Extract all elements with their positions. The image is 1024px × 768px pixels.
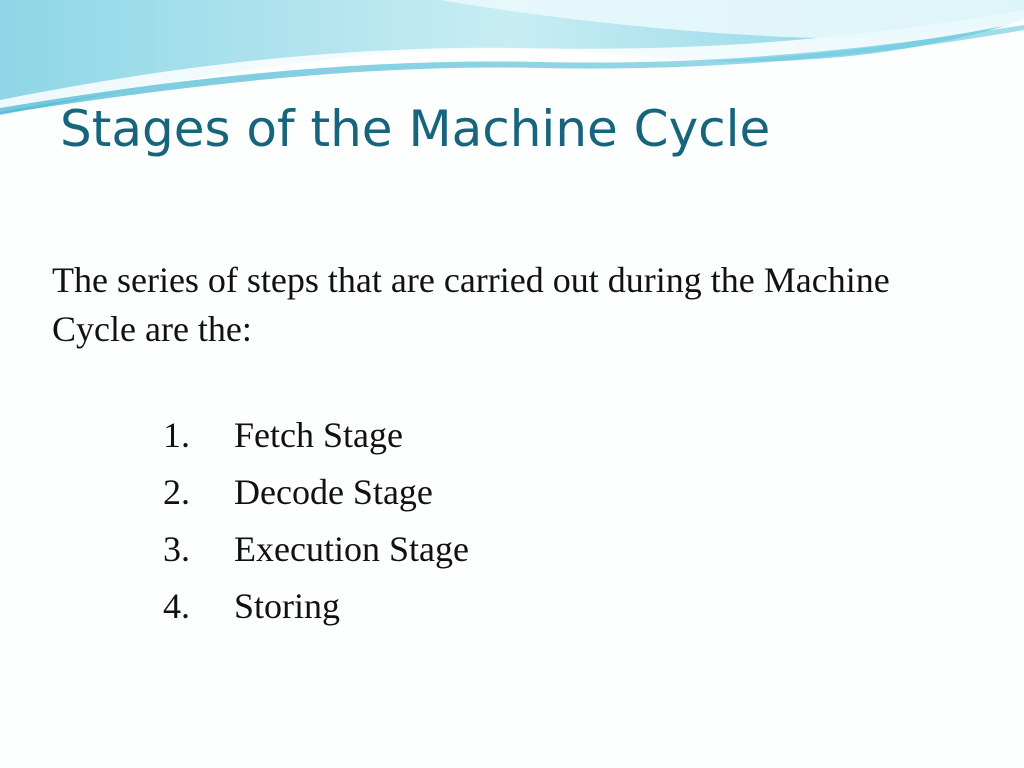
list-item — [163, 406, 469, 463]
intro-text: The series of steps that are carried out during the Machine Cycle are the: — [52, 260, 890, 349]
list-item-label: Execution Stage — [234, 528, 469, 569]
page-title: Stages of the Machine Cycle — [60, 100, 771, 158]
list-item-number: 1. — [163, 414, 190, 455]
list-item-number: 3. — [163, 528, 190, 569]
list-item — [163, 577, 469, 634]
list-item — [163, 463, 469, 520]
list-item-number: 4. — [163, 585, 190, 626]
list-item-label: Storing — [234, 585, 341, 626]
list-item-label: Decode Stage — [234, 471, 433, 512]
list-item-number: 2. — [163, 471, 190, 512]
stage-list — [163, 406, 469, 634]
list-item-label: Fetch Stage — [234, 414, 403, 455]
list-item — [163, 520, 469, 577]
